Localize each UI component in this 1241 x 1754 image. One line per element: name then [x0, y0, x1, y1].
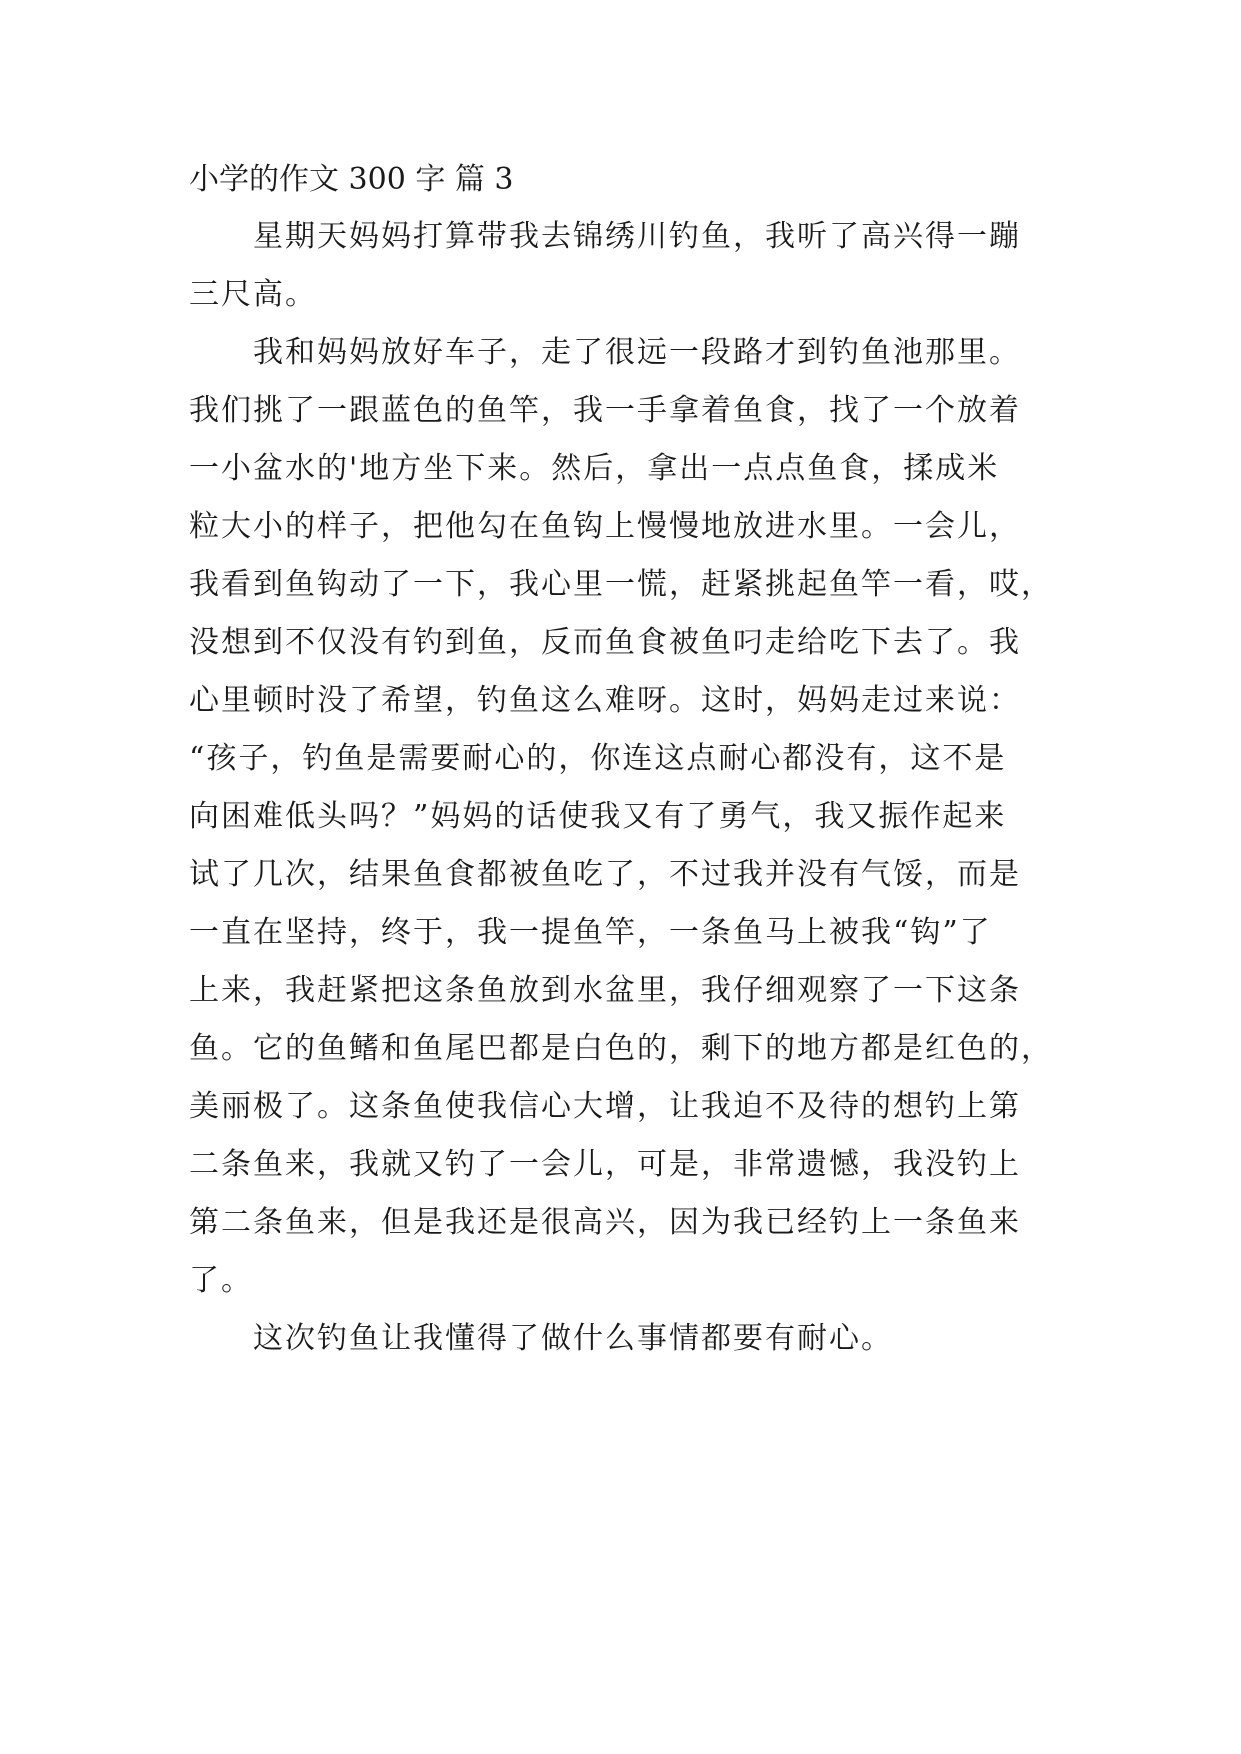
text-line: 心里顿时没了希望，钓鱼这么难呀。这时，妈妈走过来说： — [189, 683, 1021, 718]
text-line: “孩子，钓鱼是需要耐心的，你连这点耐心都没有，这不是 — [189, 741, 1007, 776]
text-line: 我们挑了一跟蓝色的鱼竿，我一手拿着鱼食，找了一个放着 — [189, 393, 1021, 428]
document-title: 小学的作文 300 字 篇 3 — [189, 162, 514, 197]
text-line: 一小盆水的'地方坐下来。然后，拿出一点点鱼食，揉成米 — [189, 451, 1000, 486]
text-line: 三尺高。 — [189, 277, 317, 312]
text-line: 我和妈妈放好车子，走了很远一段路才到钓鱼池那里。 — [253, 335, 1021, 370]
text-line: 我看到鱼钩动了一下，我心里一慌，赶紧挑起鱼竿一看，哎， — [189, 567, 1053, 602]
paragraph-1 — [189, 208, 1051, 324]
text-line: 二条鱼来，我就又钓了一会儿，可是，非常遗憾，我没钓上 — [189, 1147, 1021, 1182]
text-line: 了。 — [189, 1263, 253, 1298]
text-line: 第二条鱼来，但是我还是很高兴，因为我已经钓上一条鱼来 — [189, 1205, 1021, 1240]
paragraph-3 — [189, 1310, 1051, 1368]
paragraph-2 — [189, 324, 1051, 1310]
text-line: 向困难低头吗？”妈妈的话使我又有了勇气，我又振作起来 — [189, 799, 1007, 834]
text-line: 美丽极了。这条鱼使我信心大增，让我迫不及待的想钓上第 — [189, 1089, 1021, 1124]
text-line: 这次钓鱼让我懂得了做什么事情都要有耐心。 — [253, 1321, 893, 1356]
text-line: 粒大小的样子，把他勾在鱼钩上慢慢地放进水里。一会儿， — [189, 509, 1021, 544]
document-body — [189, 158, 1051, 1368]
text-line: 上来，我赶紧把这条鱼放到水盆里，我仔细观察了一下这条 — [189, 973, 1021, 1008]
text-line: 没想到不仅没有钓到鱼，反而鱼食被鱼叼走给吃下去了。我 — [189, 625, 1021, 660]
text-line: 鱼。它的鱼鳍和鱼尾巴都是白色的，剩下的地方都是红色的， — [189, 1031, 1053, 1066]
text-line: 一直在坚持，终于，我一提鱼竿，一条鱼马上被我“钩”了 — [189, 915, 992, 950]
text-line: 试了几次，结果鱼食都被鱼吃了，不过我并没有气馁，而是 — [189, 857, 1021, 892]
text-line: 星期天妈妈打算带我去锦绣川钓鱼，我听了高兴得一蹦 — [253, 219, 1021, 254]
